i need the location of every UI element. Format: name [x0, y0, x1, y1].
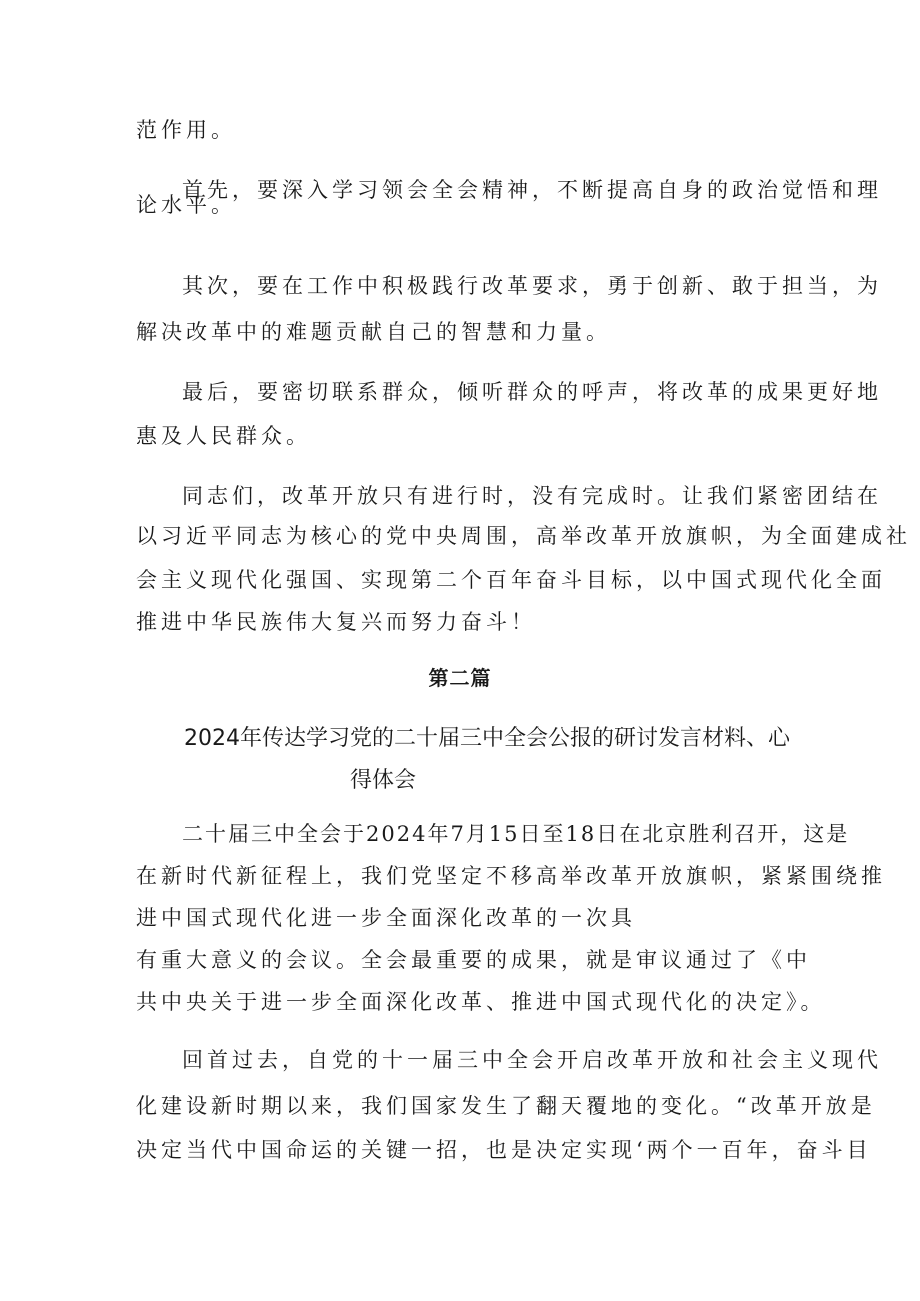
paragraph-line: 解决改革中的难题贡献自己的智慧和力量。 — [136, 320, 611, 344]
section-heading: 第二篇 — [428, 666, 492, 690]
paragraph-line: 同志们，改革开放只有进行时，没有完成时。让我们紧密团结在 — [182, 484, 882, 508]
paragraph-line: 化建设新时期以来，我们国家发生了翻天覆地的变化。“改革开放是 — [136, 1094, 876, 1118]
document-title: 2024年传达学习党的二十届三中全会公报的研讨发言材料、心 — [184, 726, 790, 751]
paragraph-line: 进中国式现代化进一步全面深化改革的一次具 — [136, 906, 636, 930]
paragraph-line: 二十届三中全会于2024年7月15日至18日在北京胜利召开，这是 — [182, 822, 850, 846]
paragraph-line: 决定当代中国命运的关键一招，也是决定实现‘两个一百年，奋斗目 — [136, 1138, 872, 1162]
paragraph-line: 会主义现代化强国、实现第二个百年奋斗目标，以中国式现代化全面 — [136, 568, 886, 592]
paragraph-line: 回首过去，自党的十一届三中全会开启改革开放和社会主义现代 — [182, 1048, 882, 1072]
paragraph-line: 惠及人民群众。 — [136, 424, 311, 448]
paragraph-line: 首先，要深入学习领会全会精神，不断提高自身的政治觉悟和理 — [182, 178, 882, 202]
paragraph-line: 论水平。 — [136, 193, 236, 217]
paragraph-line: 最后，要密切联系群众，倾听群众的呼声，将改革的成果更好地 — [182, 380, 882, 404]
document-title-continued: 得体会 — [350, 768, 417, 793]
paragraph-line: 有重大意义的会议。全会最重要的成果，就是审议通过了《中 — [136, 948, 811, 972]
paragraph-line: 以习近平同志为核心的党中央周围，高举改革开放旗帜，为全面建成社 — [136, 524, 911, 548]
paragraph-line: 共中央关于进一步全面深化改革、推进中国式现代化的决定》。 — [136, 990, 826, 1014]
paragraph-line: 在新时代新征程上，我们党坚定不移高举改革开放旗帜，紧紧围绕推 — [136, 864, 886, 888]
paragraph-line: 范作用。 — [136, 118, 236, 142]
paragraph-line: 其次，要在工作中积极践行改革要求，勇于创新、敢于担当，为 — [182, 274, 882, 298]
paragraph-line: 推进中华民族伟大复兴而努力奋斗！ — [136, 610, 536, 634]
